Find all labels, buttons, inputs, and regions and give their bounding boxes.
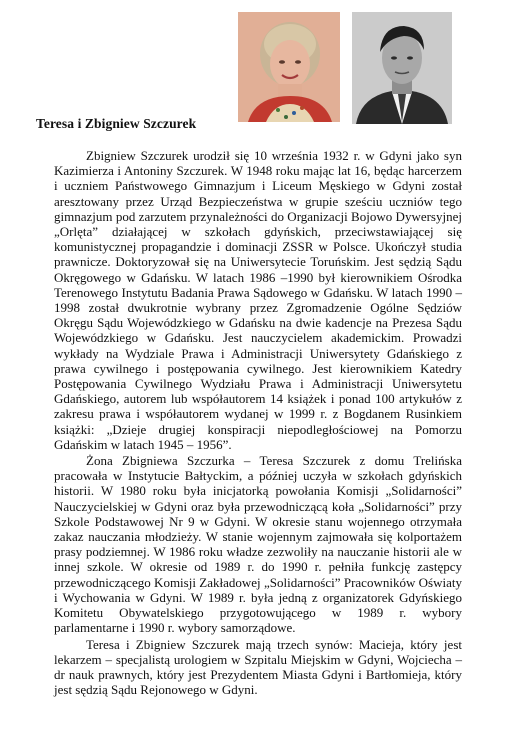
article-heading: Teresa i Zbigniew Szczurek <box>36 116 197 131</box>
portrait-woman-image <box>238 12 340 122</box>
portrait-man-image <box>352 12 452 124</box>
paragraph-zbigniew-biography: Zbigniew Szczurek urodził się 10 września 1932 r. w Gdyni jako syn Kazimierza i Antoniny Szczurek. W 1948 roku mając lat 16, będąc harcerzem i uczniem Państwowego Gimnazjum i Liceum Męskiego w Gdyni został aresztowany przez Urząd Bezpieczeństwa w grupie sześciu uczniów tego gimnazjum pod zarzutem przynależności do Organizacji Bojowo Dywersyjnej „Orlęta” działającej w szkołach gdyńskich, przeciwstawiającej się komunistycznej propagandzie i dominacji ZSSR w Polsce. Ukończył studia prawnicze. Doktoryzował się na Uniwersytecie Toruńskim. Jest sędzią Sądu Okręgowego w Gdańsku. W latach 1986 –1990 był kierownikiem Ośrodka Terenowego Instytutu Badania Prawa Sądowego w Gdańsku. W latach 1990 – 1998 został dwukrotnie wybrany przez Zgromadzenie Ogólne Sędziów Okręgu Sądu Wojewódzkiego w Gdańsku na dwie kadencje na Prezesa Sądu Wojewódzkiego w Gdańsku. Jest nauczycielem akademickim. Prowadzi wykłady na Wydziale Prawa i Administracji Uniwersytety Gdańskiego z prawa cywilnego i postępowania cywilnego. Jest kierownikiem Katedry Postępowania Cywilnego Wydziału Prawa i Administracji Uniwersytetu Gdańskiego, autorem lub współautorem 14 książek i ponad 100 artykułów z zakresu prawa i współautorem wydanej w 1999 r. z Bogdanem Rusinkiem książki: „Dzieje drugiej konspiracji niepodległościowej na Pomorzu Gdańskim w latach 1945 – 1956”. <box>54 148 462 452</box>
paragraph-teresa-biography: Żona Zbigniewa Szczurka – Teresa Szczurek z domu Trelińska pracowała w Instytucie Bałtyckim, a później uczyła w szkołach gdyńskich historii. W 1980 roku była inicjatorką powołania Komisji „Solidarności” Nauczycielskiej w Gdyni oraz była przewodniczącą koła „Solidarności” przy Szkole Podstawowej Nr 9 w Gdyni. W okresie stanu wojennego otrzymała zakaz nauczania młodzieży. W stanie wojennym zajmowała się kolportażem prasy podziemnej. W 1986 roku władze zezwoliły na nauczanie historii ale w innej szkole. W okresie od 1989 r. do 1990 r. pełniła funkcję zastępcy przewodniczącego Komisji Zakładowej „Solidarności” Pracowników Oświaty i Wychowania w Gdyni. W 1989 r. była jedną z organizatorek Gdyńskiego Komitetu Obywatelskiego przygotowującego w 1989 r. wybory parlamentarne i 1990 r. wybory samorządowe. <box>54 453 462 636</box>
portrait-photo-woman <box>238 12 340 122</box>
portrait-photo-man <box>352 12 452 124</box>
article-body <box>54 148 462 698</box>
paragraph-sons: Teresa i Zbigniew Szczurek mają trzech synów: Macieja, który jest lekarzem – specjalistą urologiem w Szpitalu Miejskim w Gdyni, Wojciecha – dr nauk prawnych, który jest Prezydentem Miasta Gdyni i Bartłomieja, który jest sędzią Sądu Rejonowego w Gdyni. <box>54 636 462 698</box>
